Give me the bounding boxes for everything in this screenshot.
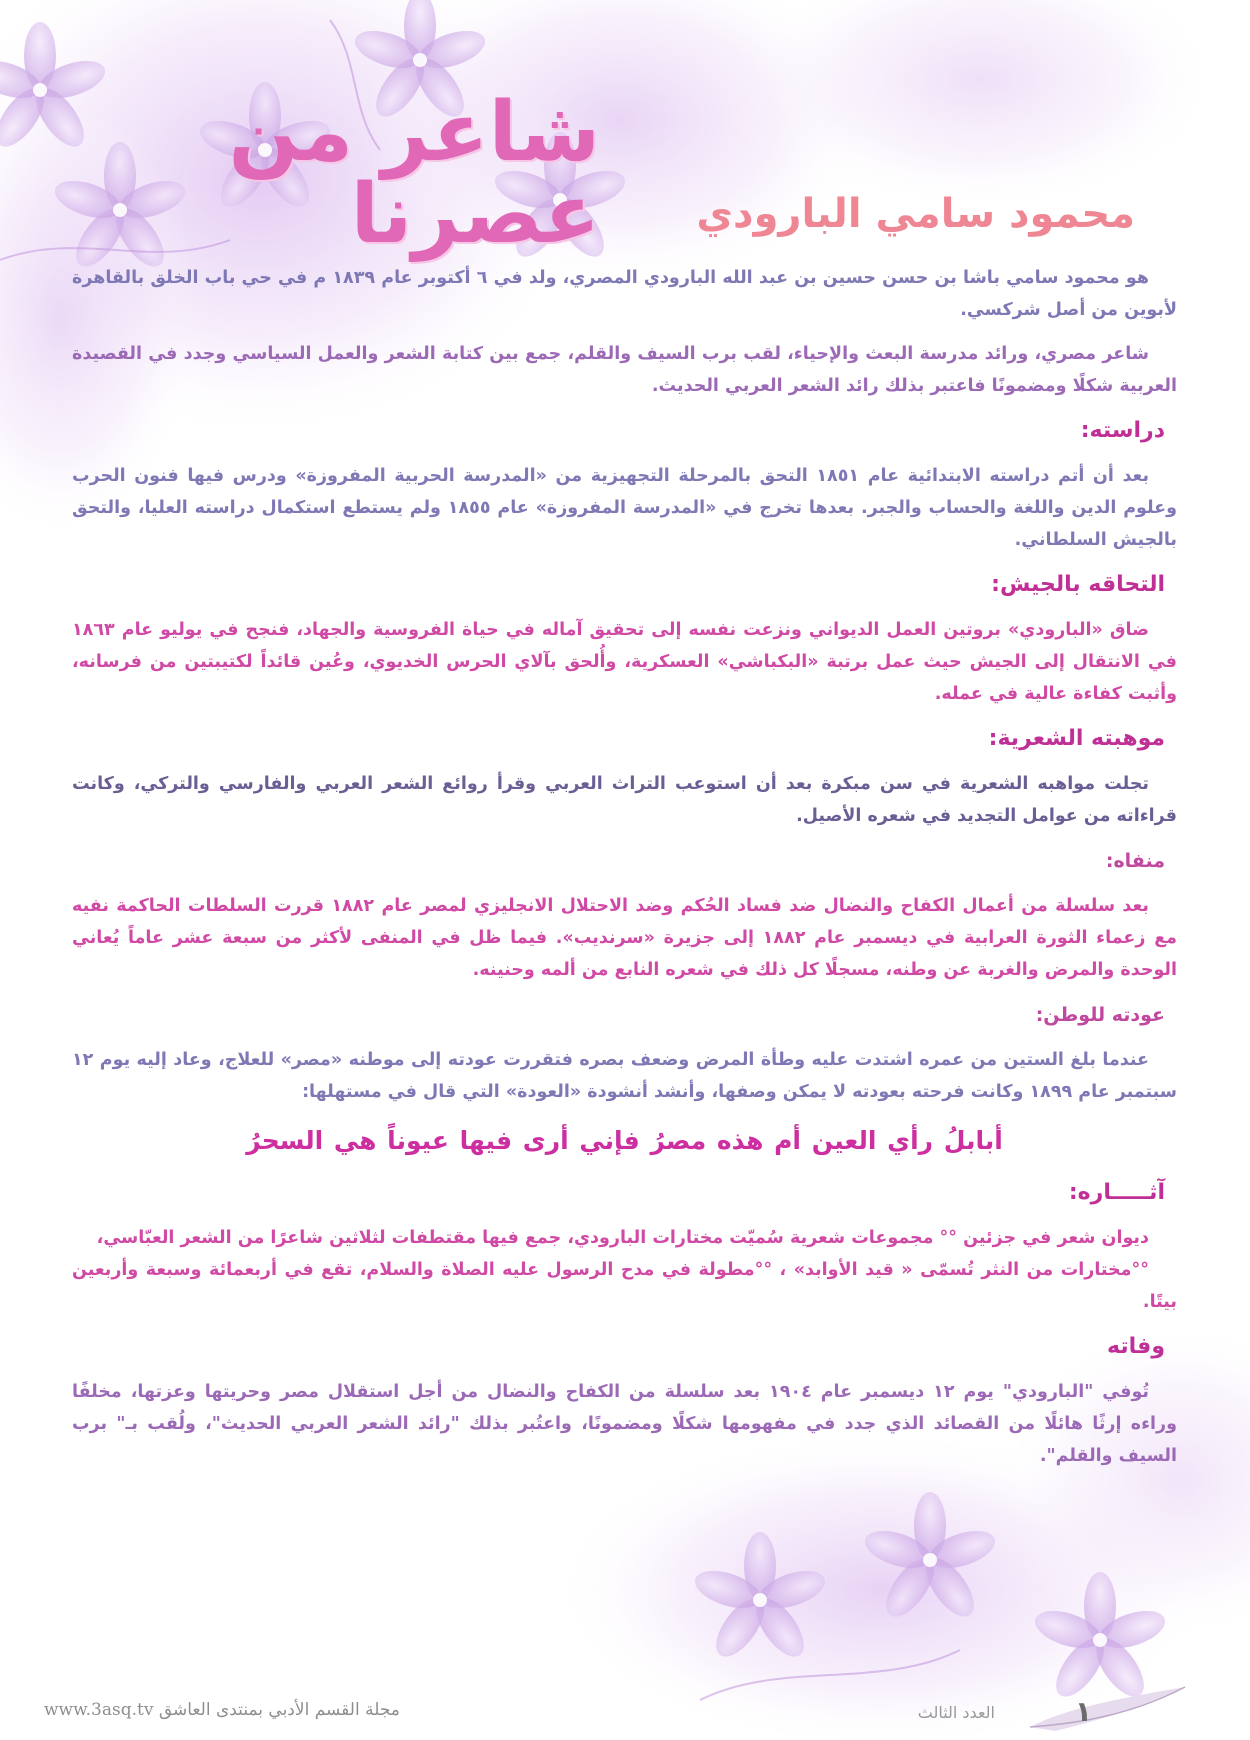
footer-magazine (44, 1700, 400, 1720)
footer-magazine-name: مجلة القسم الأدبي بمنتدى العاشق (158, 1700, 400, 1720)
section-text-study: بعد أن أتم دراسته الابتدائية عام ١٨٥١ التحق بالمرحلة التجهيزية من «المدرسة الحربية المفروزة» ودرس فيها فنون الحرب وعلوم الدين واللغة والحساب والجبر. بعدها تخرج في «المدرسة المفروزة» عام ١٨٥٥ ولم يستطع استكمال دراسته العليا، والتحق بالجيش السلطاني. (72, 466, 1177, 550)
section-text-army: ضاق «البارودي» بروتين العمل الديواني ونزعت نفسه إلى تحقيق آماله في حياة الفروسية والجهاد، فنجح في يوليو عام ١٨٦٣ في الانتقال إلى الجيش حيث عمل برتبة «البكباشي» العسكرية، وأُلحق بآلاي الحرس الخديوي، وعُين قائداً لكتيبتين من فرسانه، وأثبت كفاءة عالية في عمله. (72, 620, 1177, 704)
section-text-return: عندما بلغ الستين من عمره اشتدت عليه وطأة المرض وضعف بصره فتقررت عودته إلى موطنه «مصر» للعلاج، وعاد إليه يوم ١٢ سبتمبر عام ١٨٩٩ وكانت فرحته بعودته لا يمكن وصفها، وأنشد أنشودة «العودة» التي قال في مستهلها: (72, 1050, 1177, 1102)
section-text-works-2: °°مختارات من النثر تُسمّى « قيد الأوابد» ، °°مطولة في مدح الرسول عليه الصلاة والسلام، تقع في أربعمائة وسبعة وأربعين بيتًا. (72, 1260, 1177, 1312)
section-text-exile: بعد سلسلة من أعمال الكفاح والنضال ضد فساد الحُكم وضد الاحتلال الانجليزي لمصر عام ١٨٨٢ قررت السلطات الحاكمة نفيه مع زعماء الثورة العرابية في ديسمبر عام ١٨٨٢ إلى جزيرة «سرنديب». فيما ظل في المنفى لأكثر من سبعة عشر عاماً يُعاني الوحدة والمرض والغربة عن وطنه، مسجلًا كل ذلك في شعره النابع من ألمه وحنينه. (72, 896, 1177, 980)
section-heading-works: آثـــــاره: (1068, 1180, 1165, 1205)
intro-paragraph-1: هو محمود سامي باشا بن حسن حسين بن عبد الله البارودي المصري، ولد في ٦ أكتوبر عام ١٨٣٩ م في حي باب الخلق بالقاهرة لأبوين من أصل شركسي. (72, 268, 1177, 320)
section-heading-army: التحاقه بالجيش: (991, 572, 1165, 597)
poem-verse: أبابلُ رأي العين أم هذه مصرُ فإني أرى فيها عيوناً هي السحرُ (246, 1126, 1003, 1155)
section-text-death: تُوفي "البارودي" يوم ١٢ ديسمبر عام ١٩٠٤ بعد سلسلة من الكفاح والنضال من أجل استقلال مصر وحريتها وعزتها، مخلفًا وراءه إرثًا هائلًا من القصائد الذي جدد في مفهومها شكلًا ومضمونًا، واعتُبر بذلك "رائد الشعر العربي الحديث"، ولُقب بـ" برب السيف والقلم". (72, 1382, 1177, 1466)
page-number: ١ (1074, 1695, 1092, 1728)
section-heading-return: عودته للوطن: (1035, 1004, 1165, 1026)
section-text-talent: تجلت مواهبه الشعرية في سن مبكرة بعد أن استوعب التراث العربي وقرأ روائع الشعر العربي والفارسي والتركي، وكانت قراءاته من عوامل التجديد في شعره الأصيل. (72, 774, 1177, 826)
intro-paragraph-2: شاعر مصري، ورائد مدرسة البعث والإحياء، لقب برب السيف والقلم، جمع بين كتابة الشعر والعمل السياسي وجدد في القصيدة العربية شكلًا ومضمونًا فاعتبر بذلك رائد الشعر العربي الحديث. (72, 344, 1177, 396)
section-heading-exile: منفاه: (1105, 850, 1165, 872)
page-title: شاعر من عصرنا (228, 85, 600, 262)
article-body (72, 262, 1177, 1472)
footer-url[interactable]: www.3asq.tv (44, 1700, 154, 1720)
footer-issue: العدد الثالث (917, 1703, 995, 1722)
poet-name: محمود سامي البارودي (696, 191, 1135, 237)
page-number-swoosh-icon (1025, 1679, 1190, 1734)
section-heading-study: دراسته: (1080, 418, 1165, 443)
section-heading-death: وفاته (1107, 1334, 1165, 1359)
section-text-works-1: ديوان شعر في جزئين °° مجموعات شعرية سُميّت مختارات البارودي، جمع فيها مقتطفات لثلاثين شاعرًا من الشعر العبّاسي، (96, 1228, 1149, 1248)
section-heading-talent: موهبته الشعرية: (988, 726, 1165, 751)
